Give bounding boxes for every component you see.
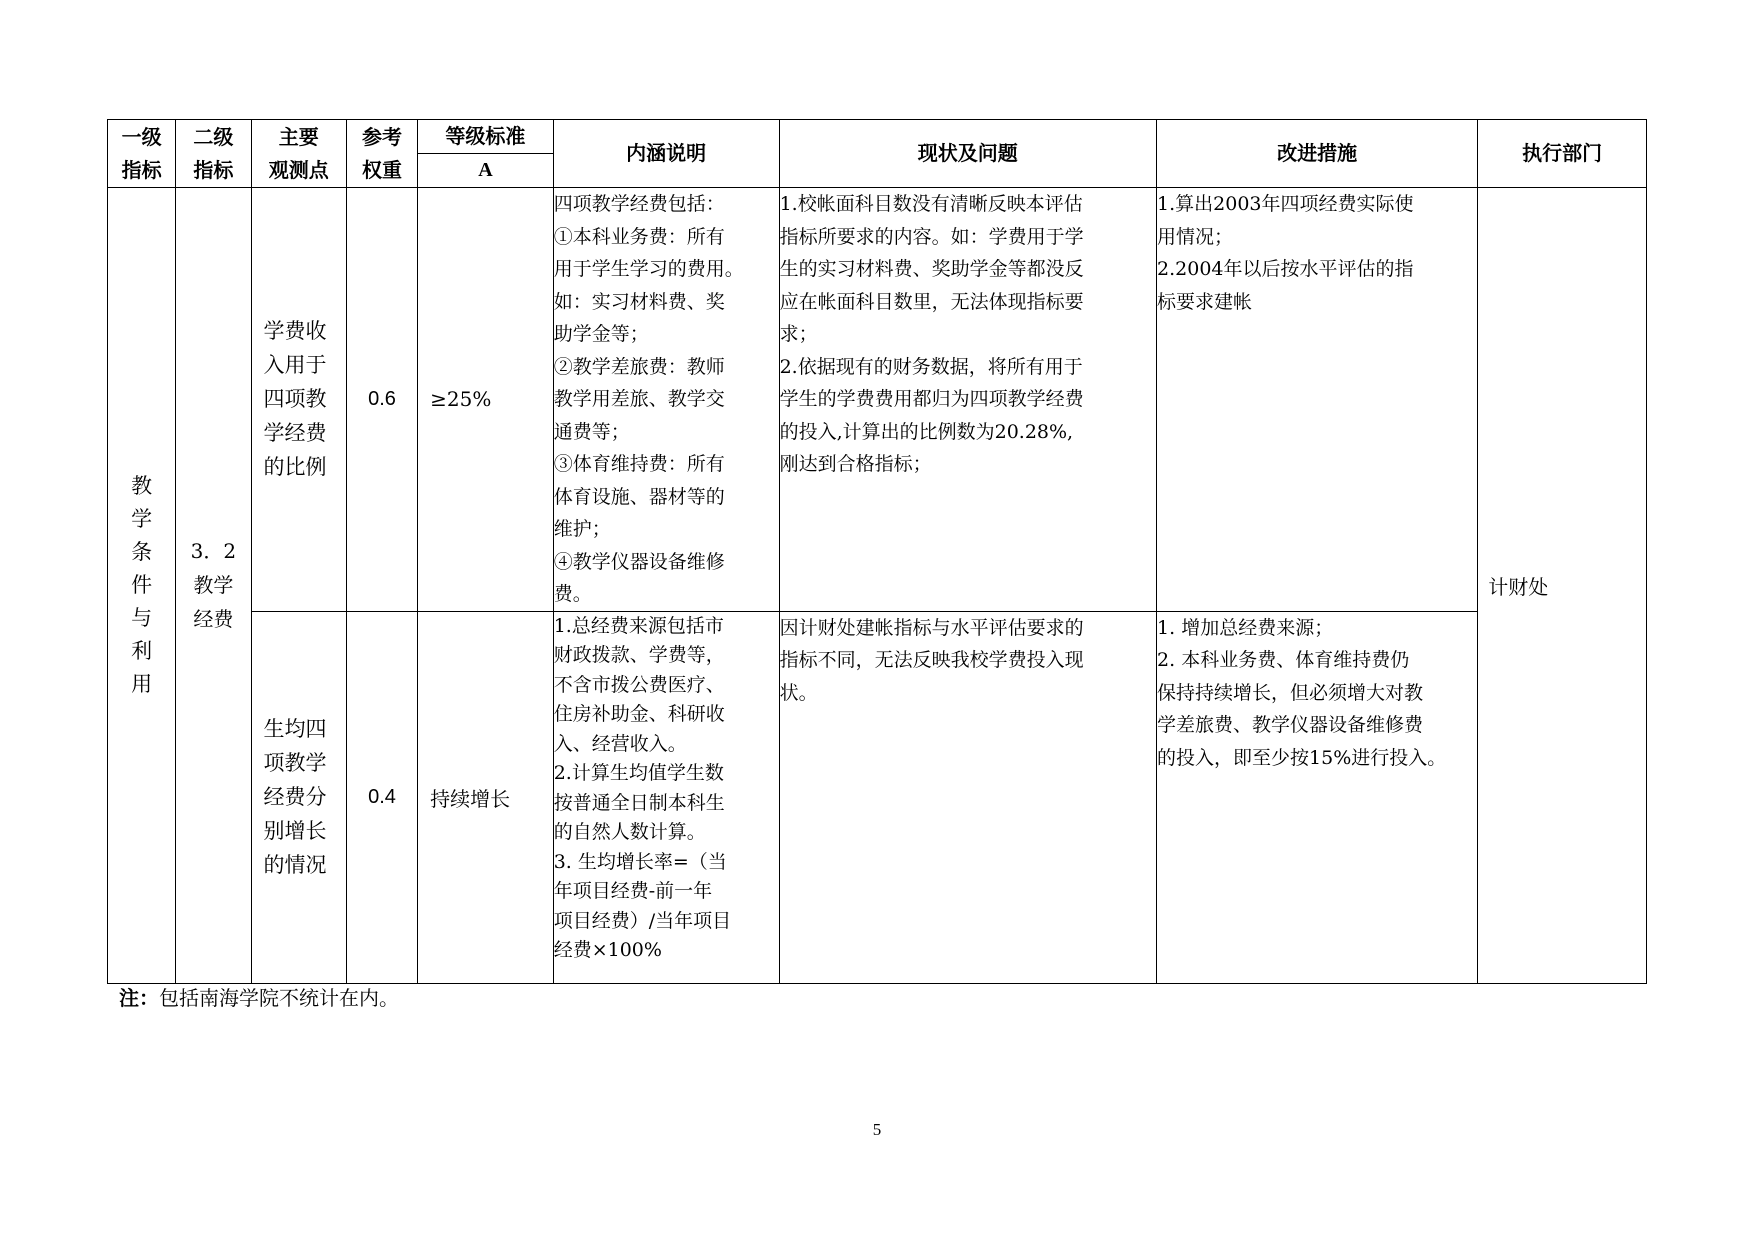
weight-value: 0.6 xyxy=(346,188,417,612)
footnote-text: 包括南海学院不统计在内。 xyxy=(159,986,399,1010)
grade-a-value: ≥25% xyxy=(418,188,554,612)
status-issues-cell: 因计财处建帐指标与水平评估要求的 指标不同，无法反映我校学费投入现 状。 xyxy=(779,611,1156,983)
header-grade-a: A xyxy=(418,154,554,188)
observation-point-per-student-growth: 生均四 项教学 经费分 别增长 的情况 xyxy=(251,611,346,983)
status-issues-cell: 1.校帐面科目数没有清晰反映本评估 指标所要求的内容。如：学费用于学 生的实习材料费、奖助学金等都没反 应在帐面科目数里，无法体现指标要 求； 2.依据现有的财务数据，将所有用于 学生的学费费用都归为四项教学经费 的投入,计算出的比例数为20.28%, 刚达到合格指标； xyxy=(779,188,1156,612)
improvement-measures-cell: 1.算出2003年四项经费实际使 用情况； 2.2004年以后按水平评估的指 标要求建帐 xyxy=(1157,188,1478,612)
header-grade-standard: 等级标准 xyxy=(418,120,554,154)
header-observation-point: 主要 观测点 xyxy=(251,120,346,188)
header-status-and-issues: 现状及问题 xyxy=(779,120,1156,188)
header-improvement-measures: 改进措施 xyxy=(1157,120,1478,188)
weight-value: 0.4 xyxy=(346,611,417,983)
description-cell: 1.总经费来源包括市 财政拨款、学费等， 不含市拨公费医疗、 住房补助金、科研收 入、经营收入。 2.计算生均值学生数 按普通全日制本科生 的自然人数计算。 3. 生均增长率=（当 年项目经费-前一年 项目经费）/当年项目 经费×100% xyxy=(553,611,779,983)
executing-department-cell: 计财处 xyxy=(1478,188,1647,984)
header-executing-department: 执行部门 xyxy=(1478,120,1647,188)
grade-a-value: 持续增长 xyxy=(418,611,554,983)
header-level2-indicator: 二级 指标 xyxy=(176,120,251,188)
level2-indicator-cell: 3．2 教学 经费 xyxy=(176,188,251,984)
footnote xyxy=(119,984,399,1012)
page-number: 5 xyxy=(872,1120,882,1139)
improvement-measures-cell: 1. 增加总经费来源； 2. 本科业务费、体育维持费仍 保持持续增长，但必须增大对教 学差旅费、教学仪器设备维修费 的投入，即至少按15%进行投入。 xyxy=(1157,611,1478,983)
header-reference-weight: 参考 权重 xyxy=(346,120,417,188)
level1-indicator-cell: 教 学 条 件 与 利 用 xyxy=(108,188,176,984)
header-description: 内涵说明 xyxy=(553,120,779,188)
observation-point-tuition-ratio: 学费收 入用于 四项教 学经费 的比例 xyxy=(251,188,346,612)
header-level1-indicator: 一级 指标 xyxy=(108,120,176,188)
evaluation-table xyxy=(107,119,1647,984)
footnote-label: 注： xyxy=(119,986,159,1010)
description-cell: 四项教学经费包括： ①本科业务费：所有 用于学生学习的费用。 如：实习材料费、奖 助学金等； ②教学差旅费：教师 教学用差旅、教学交 通费等； ③体育维持费：所有 体育设施、器材等的 维护； ④教学仪器设备维修 费。 xyxy=(553,188,779,612)
